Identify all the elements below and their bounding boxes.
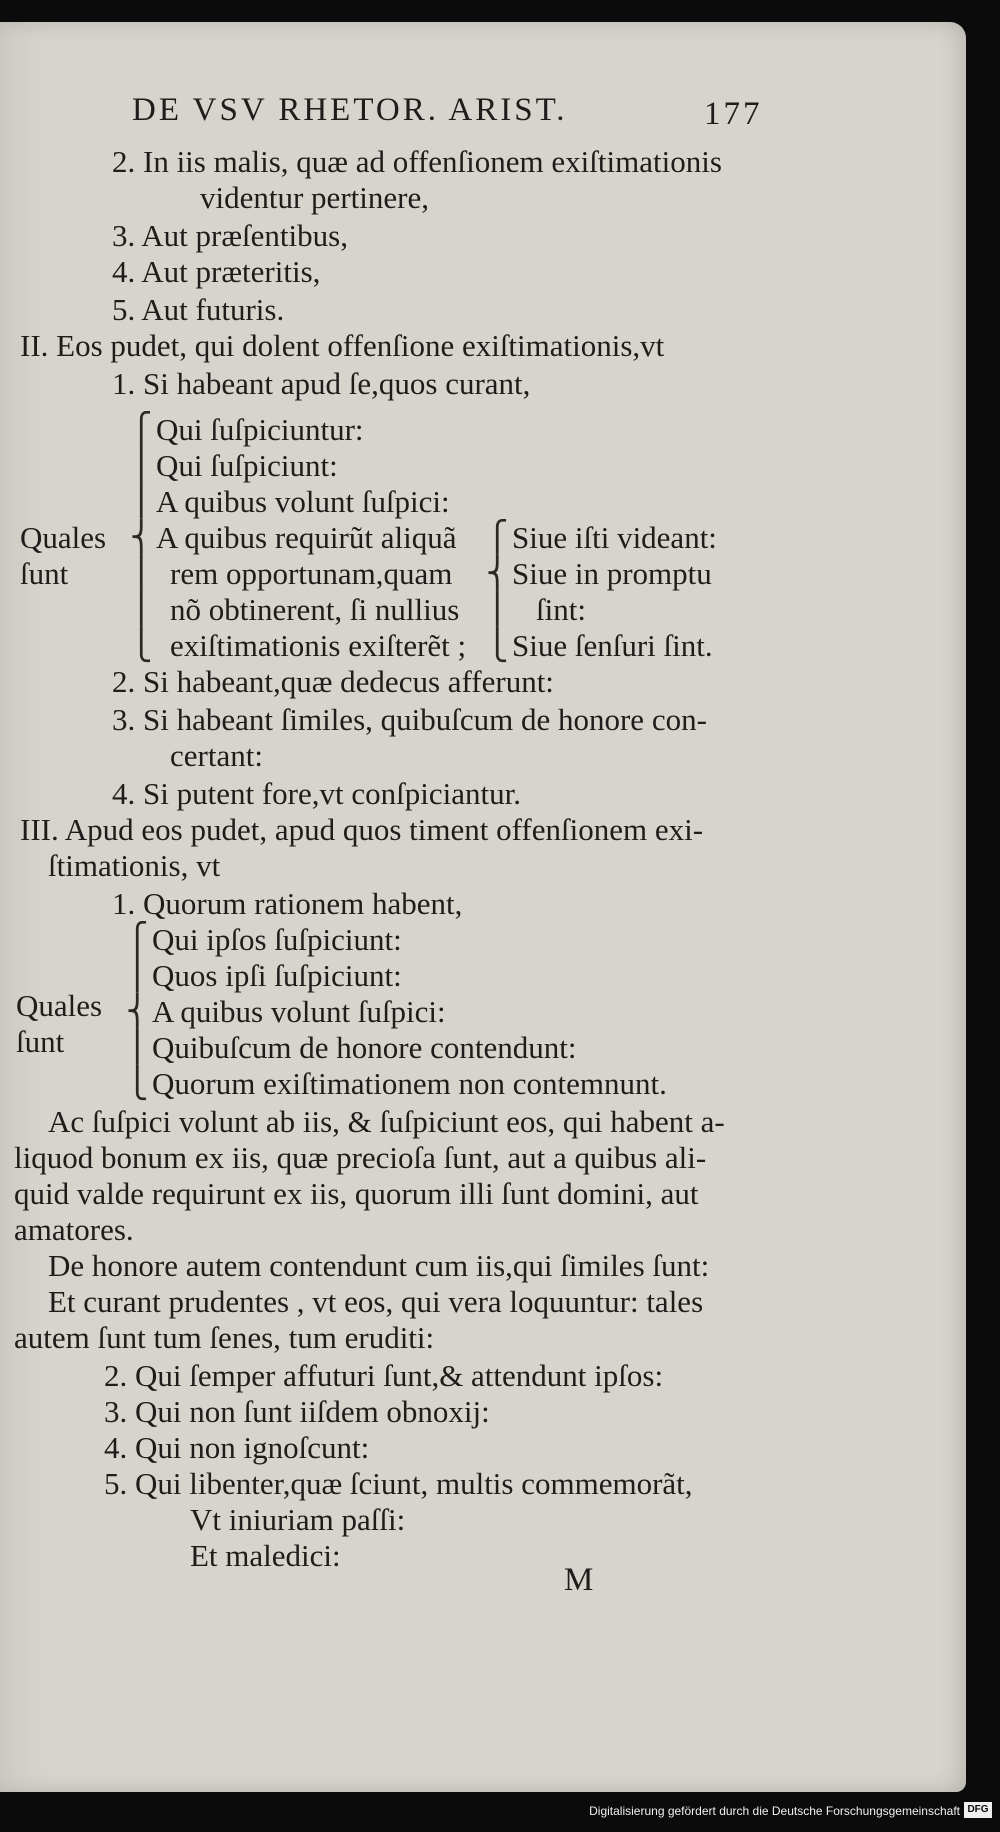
section2-item1: 1. Si habeant apud ſe,quos curant, [112, 366, 531, 401]
quales-item-4b: rem opportunam,quam [170, 556, 453, 591]
para1-line2: liquod bonum ex iis, quæ precioſa ſunt, aut a quibus ali- [14, 1140, 707, 1175]
sub-item-2: Et maledici: [190, 1538, 341, 1573]
para2-line1: De honore autem contendunt cum iis,qui ſimiles ſunt: [48, 1248, 710, 1283]
running-title: DE VSV RHETOR. ARIST. [132, 92, 568, 128]
signature-mark: M [564, 1562, 594, 1598]
quales2-label-1: Quales [16, 988, 103, 1023]
quales-item-1: Qui ſuſpiciuntur: [156, 412, 364, 447]
para1-line4: amatores. [14, 1212, 134, 1247]
list-item-4: 4. Qui non ignoſcunt: [104, 1430, 370, 1465]
quales-item-3: A quibus volunt ſuſpici: [156, 484, 450, 519]
section3-item1: 1. Quorum rationem habent, [112, 886, 463, 921]
quales-item-4: A quibus requirũt aliquã [156, 520, 457, 555]
quales-label-1: Quales [20, 520, 107, 555]
list-item-3: 3. Qui non ſunt iiſdem obnoxij: [104, 1394, 490, 1429]
top-item-4: 4. Aut præteritis, [112, 254, 321, 289]
quales2-item-3: A quibus volunt ſuſpici: [152, 994, 446, 1029]
top-item-2: 2. In iis malis, quæ ad offenſionem exiſtimationis [112, 144, 722, 179]
brace-quales-2: ⎧ ⎪ ⎨ ⎪ ⎩ [126, 923, 149, 1100]
section2-item3: 3. Si habeant ſimiles, quibuſcum de honore con- [112, 702, 707, 737]
quales2-label-2: ſunt [16, 1024, 65, 1059]
top-item-5: 5. Aut futuris. [112, 292, 285, 327]
brace-quales-left: ⎧ ⎪ ⎪ ⎨ ⎪ ⎪ ⎩ [130, 413, 153, 662]
quales-item-4d: exiſtimationis exiſterẽt ; [170, 628, 467, 663]
para1-line1: Ac ſuſpici volunt ab iis, & ſuſpiciunt eos, qui habent a- [48, 1104, 725, 1139]
quales2-item-2: Quos ipſi ſuſpiciunt: [152, 958, 402, 993]
quales2-item-1: Qui ipſos ſuſpiciunt: [152, 922, 402, 957]
list-item-5: 5. Qui libenter,quæ ſciunt, multis commemorãt, [104, 1466, 693, 1501]
page-number: 177 [704, 96, 763, 132]
section2-item3-cont: certant: [170, 738, 263, 773]
quales-label-2: ſunt [20, 556, 69, 591]
footer-bar [0, 1792, 1000, 1832]
sub-item-1: Vt iniuriam paſſi: [190, 1502, 406, 1537]
footer-credit: Digitalisierung gefördert durch die Deutsche Forschungsgemeinschaft [589, 1804, 960, 1818]
para1-line3: quid valde requirunt ex iis, quorum illi ſunt domini, aut [14, 1176, 699, 1211]
para2-line2: Et curant prudentes , vt eos, qui vera loquuntur: tales [48, 1284, 704, 1319]
siue-item-1: Siue iſti videant: [512, 520, 717, 555]
book-page [0, 22, 966, 1792]
section2-heading: II. Eos pudet, qui dolent offenſione exiſtimationis,vt [20, 328, 665, 363]
list-item-2: 2. Qui ſemper affuturi ſunt,& attendunt ipſos: [104, 1358, 664, 1393]
para2-line3: autem ſunt tum ſenes, tum eruditi: [14, 1320, 435, 1355]
section3-heading: III. Apud eos pudet, apud quos timent offenſionem exi- [20, 812, 704, 847]
quales2-item-5: Quorum exiſtimationem non contemnunt. [152, 1066, 667, 1101]
brace-siue: ⎧ ⎨ ⎪ ⎩ [486, 521, 509, 662]
siue-item-3: Siue ſenſuri ſint. [512, 628, 713, 663]
quales-item-2: Qui ſuſpiciunt: [156, 448, 338, 483]
quales2-item-4: Quibuſcum de honore contendunt: [152, 1030, 577, 1065]
quales-item-4c: nõ obtinerent, ſi nullius [170, 592, 460, 627]
top-item-3: 3. Aut præſentibus, [112, 218, 348, 253]
dfg-logo: DFG [964, 1802, 992, 1818]
section3-heading-cont: ſtimationis, vt [48, 848, 221, 883]
siue-item-2: Siue in promptu [512, 556, 712, 591]
section2-item2: 2. Si habeant,quæ dedecus afferunt: [112, 664, 554, 699]
top-item-2-cont: videntur pertinere, [200, 180, 429, 215]
siue-item-2b: ſint: [536, 592, 586, 627]
section2-item4: 4. Si putent fore,vt conſpiciantur. [112, 776, 521, 811]
